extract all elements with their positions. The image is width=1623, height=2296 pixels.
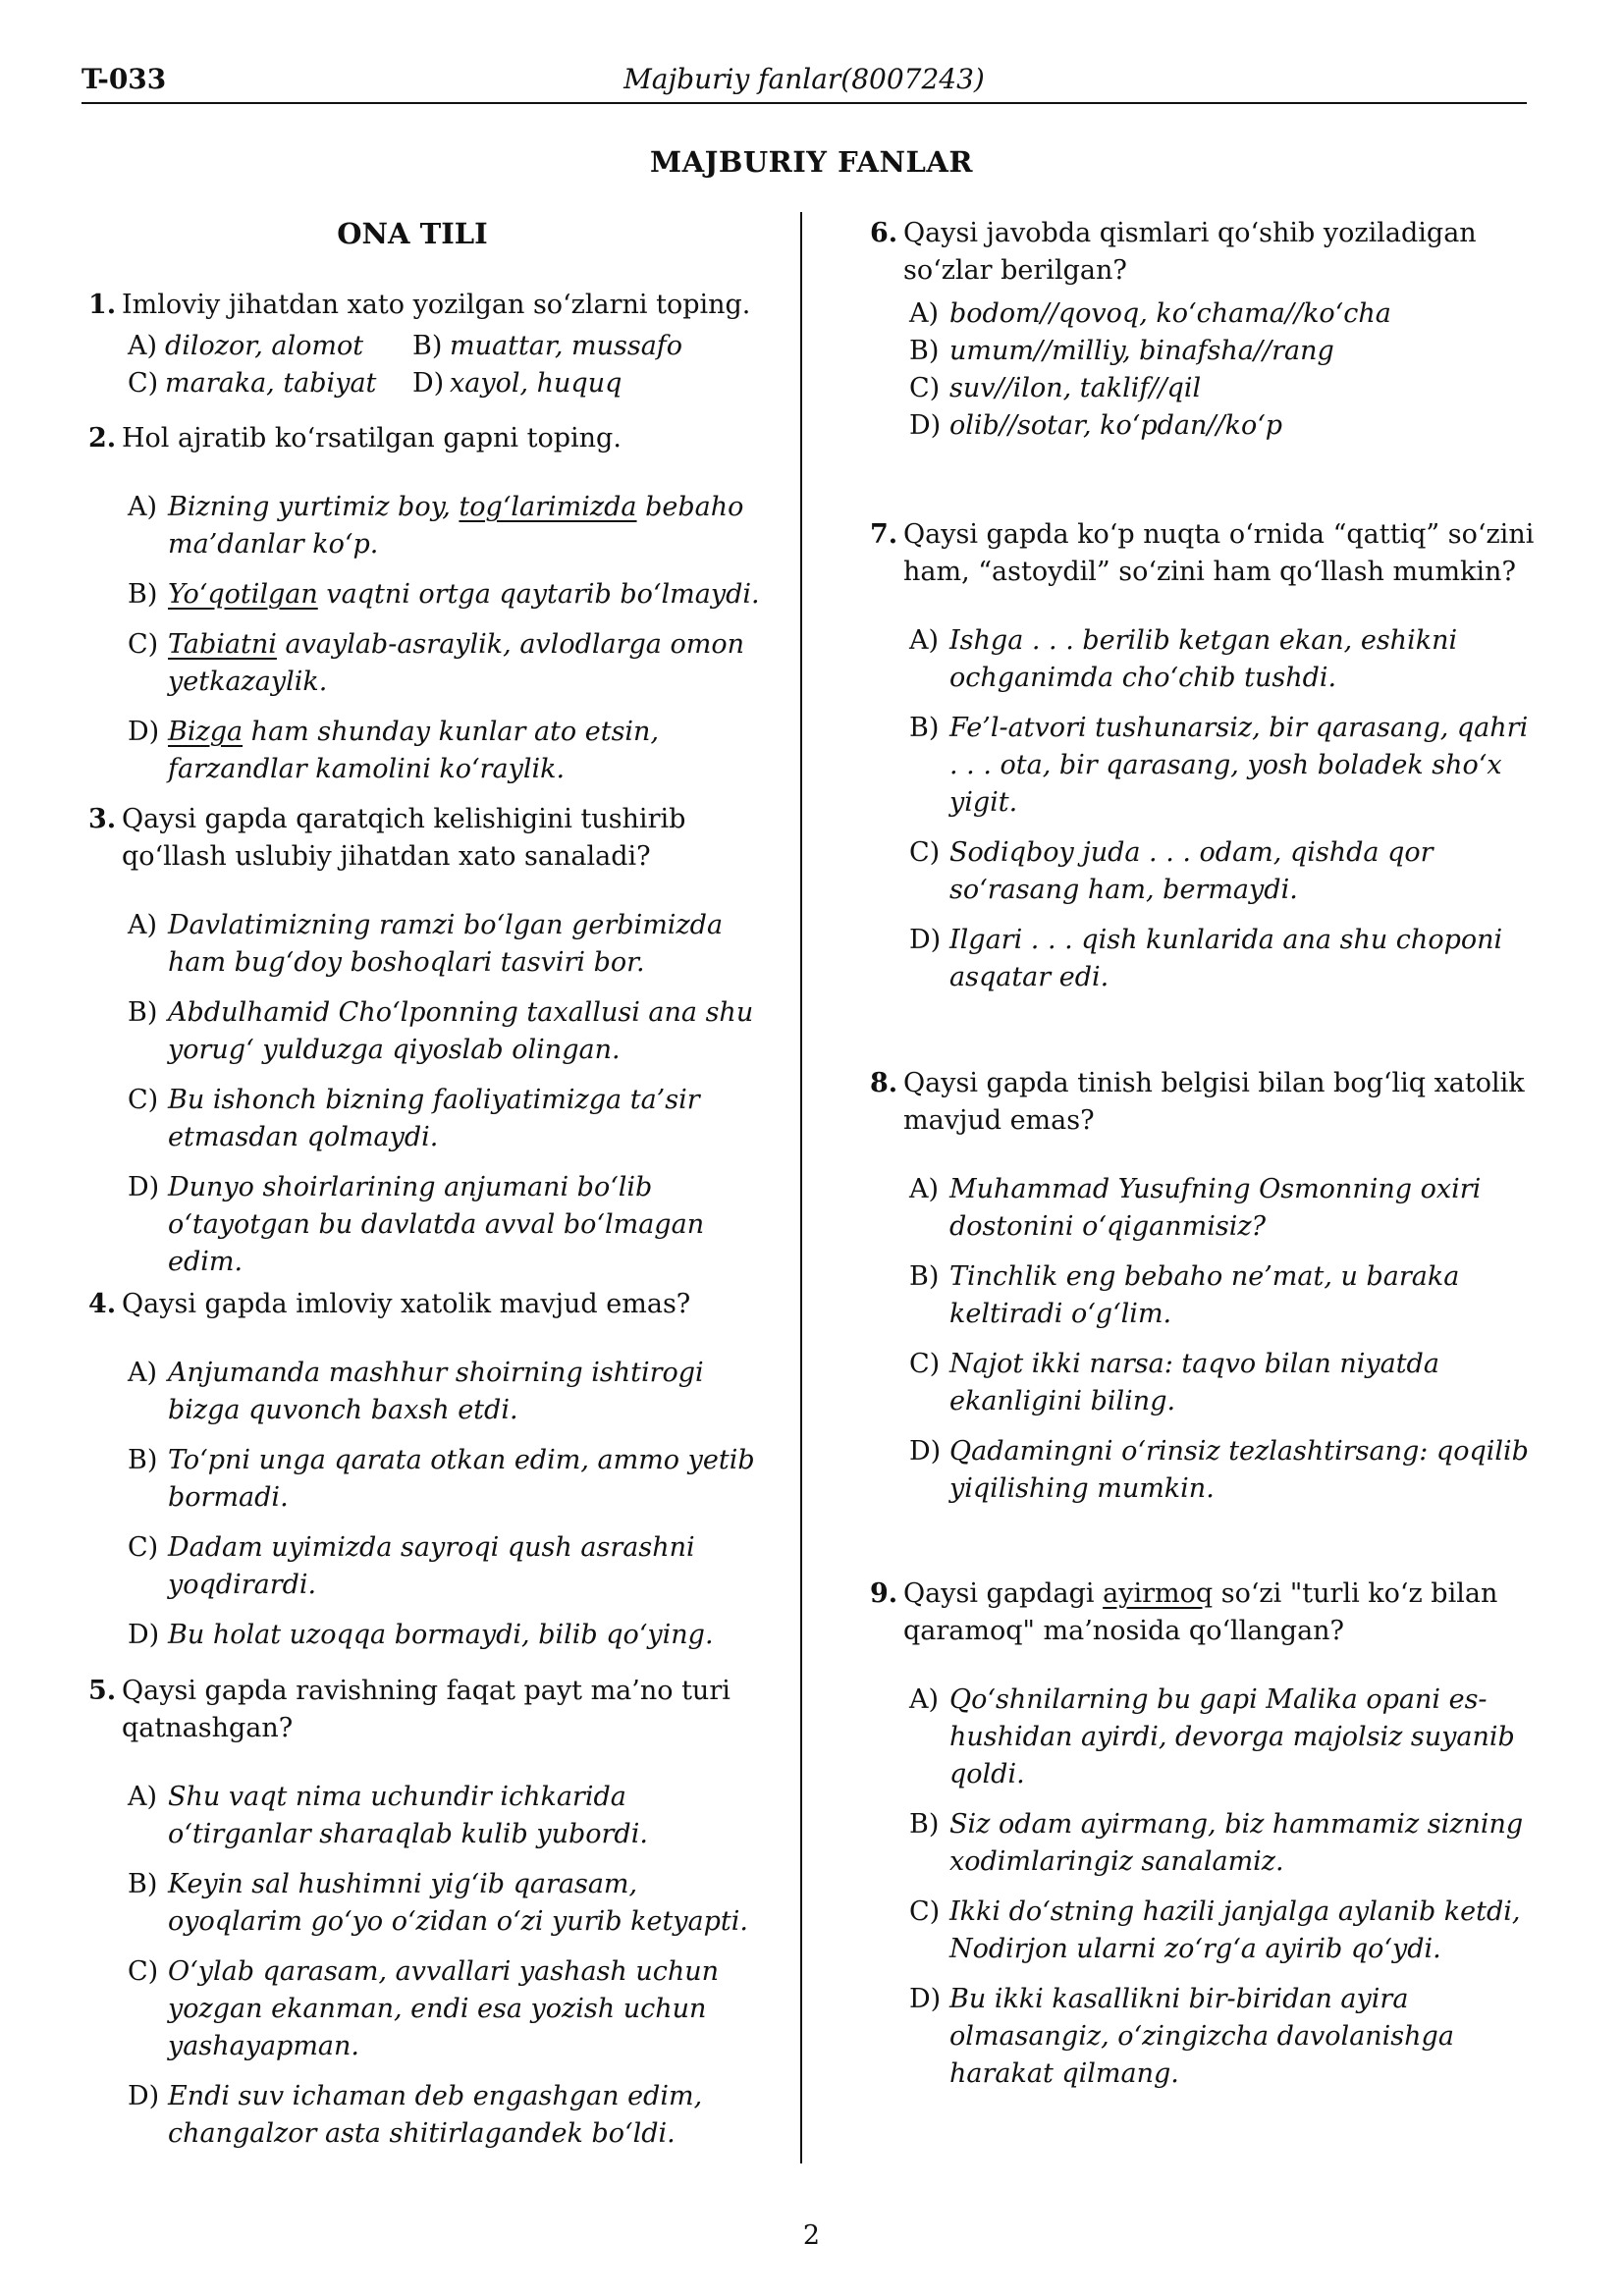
option-d[interactable]: D) olib//sotar, ko‘pdan//ko‘p (909, 410, 1283, 441)
question-number: 7. (870, 519, 898, 550)
test-code: T-033 (81, 63, 167, 95)
option-b[interactable]: B) Tinchlik eng bebaho ne’mat, u baraka keltiradi o‘g‘lim. (909, 1261, 1460, 1329)
option-c[interactable]: C) Tabiatni avaylab-asraylik, avlodlarga omon yetkazaylik. (128, 629, 744, 697)
answer-options (909, 622, 1538, 996)
question-text: Qaysi gapda ko‘p nuqta o‘rnida “qattiq” so‘zini ham, “astoydil” so‘zini ham qo‘llash mumkin? (903, 519, 1535, 587)
question-text: Qaysi gapdagi ayirmoq so‘zi "turli ko‘z bilan qaramoq" ma’nosida qo‘llangan? (903, 1578, 1498, 1646)
option-a[interactable]: A) Anjumanda mashhur shoirning ishtirogi bizga quvonch baxsh etdi. (128, 1358, 704, 1425)
option-d[interactable]: D) Dunyo shoirlarining anjumani bo‘lib o‘tayotgan bu davlatda avval bo‘lmagan edim. (128, 1172, 705, 1277)
option-d[interactable]: D) xayol, huquq (412, 368, 622, 399)
question-text: Qaysi gapda imloviy xatolik mavjud emas? (122, 1289, 691, 1319)
option-c[interactable]: C) Ikki do‘stning hazili janjalga aylanib ketdi, Nodirjon ularni zo‘rg‘a ayirib qo‘ydi. (909, 1896, 1521, 1964)
question-number: 3. (88, 804, 117, 834)
question-3 (88, 801, 766, 1281)
option-a[interactable]: A) Shu vaqt nima uchundir ichkarida o‘tirganlar sharaqlab kulib yubordi. (128, 1782, 648, 1849)
underlined-word: Bizga (168, 717, 243, 747)
option-b[interactable]: B) Siz odam ayirmang, biz hammamiz sizning xodimlaringiz sanalamiz. (909, 1809, 1524, 1877)
answer-options (128, 489, 766, 788)
answer-options (909, 1171, 1538, 1508)
page-header (81, 63, 1527, 102)
answer-options (909, 1682, 1538, 2093)
question-text: Qaysi gapda tinish belgisi bilan bog‘liq xatolik mavjud emas? (903, 1068, 1525, 1136)
underlined-word: Tabiatni (168, 629, 277, 660)
section-title: ONA TILI (337, 217, 488, 250)
option-a[interactable]: A) dilozor, alomot (128, 331, 364, 361)
answer-options (128, 328, 766, 402)
question-text: Qaysi gapda ravishning faqat payt ma’no turi qatnashgan? (122, 1676, 730, 1743)
option-b[interactable]: B) Abdulhamid Cho‘lponning taxallusi ana shu yorug‘ yulduzga qiyoslab olingan. (128, 997, 754, 1065)
question-number: 2. (88, 423, 117, 454)
option-a[interactable]: A) Muhammad Yusufning Osmonning oxiri dostonini o‘qiganmisiz? (909, 1174, 1482, 1242)
option-c[interactable]: C) Dadam uyimizda sayroqi qush asrashni yoqdirardi. (128, 1532, 695, 1600)
option-b[interactable]: B) To‘pni unga qarata otkan edim, ammo yetib bormadi. (128, 1445, 755, 1513)
question-number: 9. (870, 1578, 898, 1609)
option-a[interactable]: A) Qo‘shnilarning bu gapi Malika opani es-hushidan ayirdi, devorga majolsiz suyanib qoldi. (909, 1684, 1515, 1789)
option-b[interactable]: B) Fe’l-atvori tushunarsiz, bir qarasang, qahri . . . ota, bir qarasang, yosh boladek sho‘x yigit. (909, 713, 1529, 818)
question-8 (870, 1065, 1538, 1508)
option-d[interactable]: D) Ilgari . . . qish kunlarida ana shu choponi asqatar edi. (909, 925, 1503, 992)
option-d[interactable]: D) Endi suv ichaman deb engashgan edim, changalzor asta shitirlagandek bo‘ldi. (128, 2081, 703, 2149)
option-b[interactable]: B) umum//milliy, binafsha//rang (909, 336, 1334, 366)
question-9 (870, 1575, 1538, 2093)
answer-options (909, 295, 1538, 445)
question-text: Qaysi javobda qismlari qo‘shib yoziladigan so‘zlar berilgan? (903, 218, 1477, 286)
question-2 (88, 420, 766, 788)
option-d[interactable]: D) Qadamingni o‘rinsiz tezlashtirsang: qoqilib yiqilishing mumkin. (909, 1436, 1529, 1504)
question-number: 4. (88, 1289, 117, 1319)
question-number: 8. (870, 1068, 898, 1098)
question-6 (870, 215, 1538, 445)
header-rule (81, 102, 1527, 104)
question-number: 6. (870, 218, 898, 248)
underlined-word: Yo‘qotilgan (168, 579, 318, 610)
page-number: 2 (802, 2220, 821, 2251)
option-b[interactable]: B) Keyin sal hushimni yig‘ib qarasam, oyoqlarim go‘yo o‘zidan o‘zi yurib ketyapti. (128, 1869, 748, 1937)
option-c[interactable]: C) Najot ikki narsa: taqvo bilan niyatda ekanligini biling. (909, 1349, 1439, 1416)
header-title: Majburiy fanlar(8007243) (623, 63, 985, 95)
question-5 (88, 1673, 766, 2153)
question-number: 1. (88, 290, 117, 320)
question-1 (88, 287, 766, 402)
page-title: MAJBURIY FANLAR (650, 145, 973, 179)
question-text: Hol ajratib ko‘rsatilgan gapni toping. (122, 423, 622, 454)
option-b[interactable]: B) Yo‘qotilgan vaqtni ortga qaytarib bo‘lmaydi. (128, 579, 760, 610)
option-b[interactable]: B) muattar, mussafo (412, 331, 683, 361)
option-a[interactable]: A) Ishga . . . berilib ketgan ekan, eshikni ochganimda cho‘chib tushdi. (909, 625, 1458, 693)
option-c[interactable]: C) Bu ishonch bizning faoliyatimizga ta’sir etmasdan qolmaydi. (128, 1085, 700, 1152)
option-c[interactable]: C) maraka, tabiyat (128, 368, 377, 399)
option-d[interactable]: D) Bu holat uzoqqa bormaydi, bilib qo‘ying. (128, 1620, 714, 1650)
question-number: 5. (88, 1676, 117, 1706)
column-divider (800, 212, 802, 2163)
underlined-word: tog‘larimizda (459, 492, 637, 522)
answer-options (128, 1779, 766, 2153)
question-text: Imloviy jihatdan xato yozilgan so‘zlarni toping. (122, 290, 751, 320)
option-c[interactable]: C) suv//ilon, taklif//qil (909, 373, 1202, 403)
answer-options (128, 907, 766, 1281)
option-a[interactable]: A) bodom//qovoq, ko‘chama//ko‘cha (909, 298, 1391, 329)
option-a[interactable]: A) Bizning yurtimiz boy, tog‘larimizda bebaho ma’danlar ko‘p. (128, 492, 744, 560)
option-d[interactable]: D) Bu ikki kasallikni bir-biridan ayira olmasangiz, o‘zingizcha davolanishga harakat qilmang. (909, 1984, 1454, 2089)
question-4 (88, 1286, 766, 1654)
option-c[interactable]: C) Sodiqboy juda . . . odam, qishda qor so‘rasang ham, bermaydi. (909, 837, 1434, 905)
option-c[interactable]: C) O‘ylab qarasam, avvallari yashash uchun yozgan ekanman, endi esa yozish uchun yashayapman. (128, 1956, 720, 2061)
option-d[interactable]: D) Bizga ham shunday kunlar ato etsin, farzandlar kamolini ko‘raylik. (128, 717, 660, 784)
question-7 (870, 516, 1538, 996)
question-text: Qaysi gapda qaratqich kelishigini tushirib qo‘llash uslubiy jihatdan xato sanaladi? (122, 804, 686, 872)
option-a[interactable]: A) Davlatimizning ramzi bo‘lgan gerbimizda ham bug‘doy boshoqlari tasviri bor. (128, 910, 724, 978)
answer-options (128, 1355, 766, 1654)
underlined-word: ayirmoq (1103, 1578, 1214, 1609)
